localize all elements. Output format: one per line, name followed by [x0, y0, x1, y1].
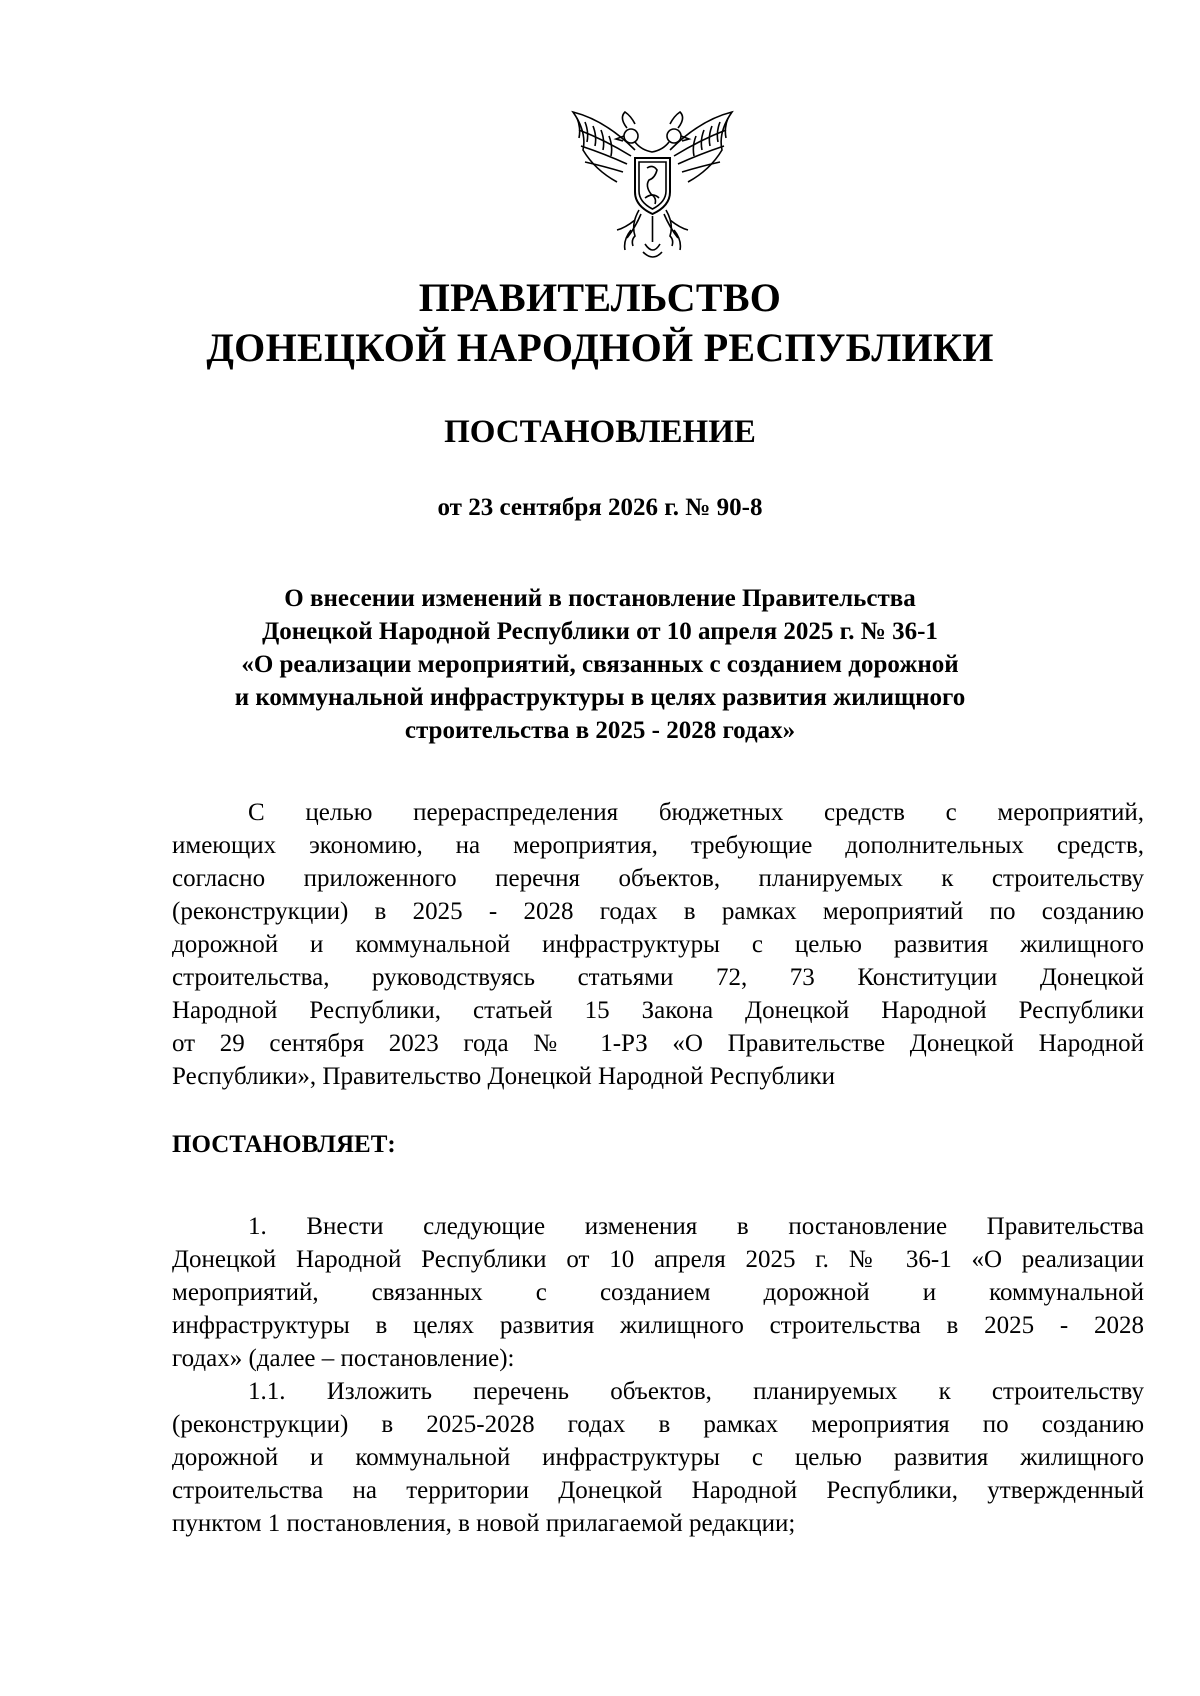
text-line: дорожной и коммунальной инфраструктуры с целью развития жилищного: [172, 1444, 1144, 1471]
text-line: инфраструктуры в целях развития жилищного строительства в 2025 - 2028: [172, 1312, 1144, 1339]
text-line: имеющих экономию, на мероприятия, требующие дополнительных средств,: [172, 832, 1144, 859]
text-line: пунктом 1 постановления, в новой прилагаемой редакции;: [172, 1510, 796, 1537]
text-line: (реконструкции) в 2025 - 2028 годах в рамках мероприятий по созданию: [172, 898, 1144, 925]
text-line: С целью перераспределения бюджетных средств с мероприятий,: [248, 799, 1144, 826]
title-line: строительства в 2025 - 2028 годах»: [404, 717, 796, 744]
coat-of-arms-emblem: [565, 110, 740, 265]
text-line: 1. Внести следующие изменения в постановление Правительства: [248, 1213, 1144, 1240]
text-line: строительства, руководствуясь статьями 72, 73 Конституции Донецкой: [172, 964, 1144, 991]
text-line: от 29 сентября 2023 года № 1-РЗ «О Правительстве Донецкой Народной: [172, 1030, 1144, 1057]
title-line: и коммунальной инфраструктуры в целях развития жилищного: [234, 684, 966, 711]
document-type: ПОСТАНОВЛЕНИЕ: [444, 414, 756, 450]
text-line: строительства на территории Донецкой Народной Республики, утвержденный: [172, 1477, 1144, 1504]
text-line: Донецкой Народной Республики от 10 апреля 2025 г. № 36-1 «О реализации: [172, 1246, 1144, 1273]
text-line: мероприятий, связанных с созданием дорожной и коммунальной: [172, 1279, 1144, 1306]
text-line: дорожной и коммунальной инфраструктуры с целью развития жилищного: [172, 931, 1144, 958]
text-line: Народной Республики, статьей 15 Закона Донецкой Народной Республики: [172, 997, 1144, 1024]
item-1-1-paragraph: [172, 1375, 1144, 1540]
text-line: годах» (далее – постановление):: [172, 1345, 515, 1372]
organization-name-line2: ДОНЕЦКОЙ НАРОДНОЙ РЕСПУБЛИКИ: [206, 325, 994, 370]
title-line: «О реализации мероприятий, связанных с созданием дорожной: [241, 651, 959, 678]
resolves-heading: ПОСТАНОВЛЯЕТ:: [172, 1131, 396, 1158]
preamble-paragraph: [172, 796, 1144, 1093]
title-line: О внесении изменений в постановление Правительства: [284, 585, 916, 612]
text-line: 1.1. Изложить перечень объектов, планируемых к строительству: [248, 1378, 1144, 1405]
text-line: Республики», Правительство Донецкой Народной Республики: [172, 1063, 836, 1090]
document-title: [220, 582, 980, 747]
organization-name-line1: ПРАВИТЕЛЬСТВО: [418, 275, 782, 320]
item-1-paragraph: [172, 1210, 1144, 1375]
text-line: (реконструкции) в 2025-2028 годах в рамках мероприятия по созданию: [172, 1411, 1144, 1438]
document-date-number: от 23 сентября 2026 г. № 90-8: [437, 494, 763, 521]
text-line: согласно приложенного перечня объектов, планируемых к строительству: [172, 865, 1144, 892]
title-line: Донецкой Народной Республики от 10 апреля 2025 г. № 36-1: [262, 618, 938, 645]
